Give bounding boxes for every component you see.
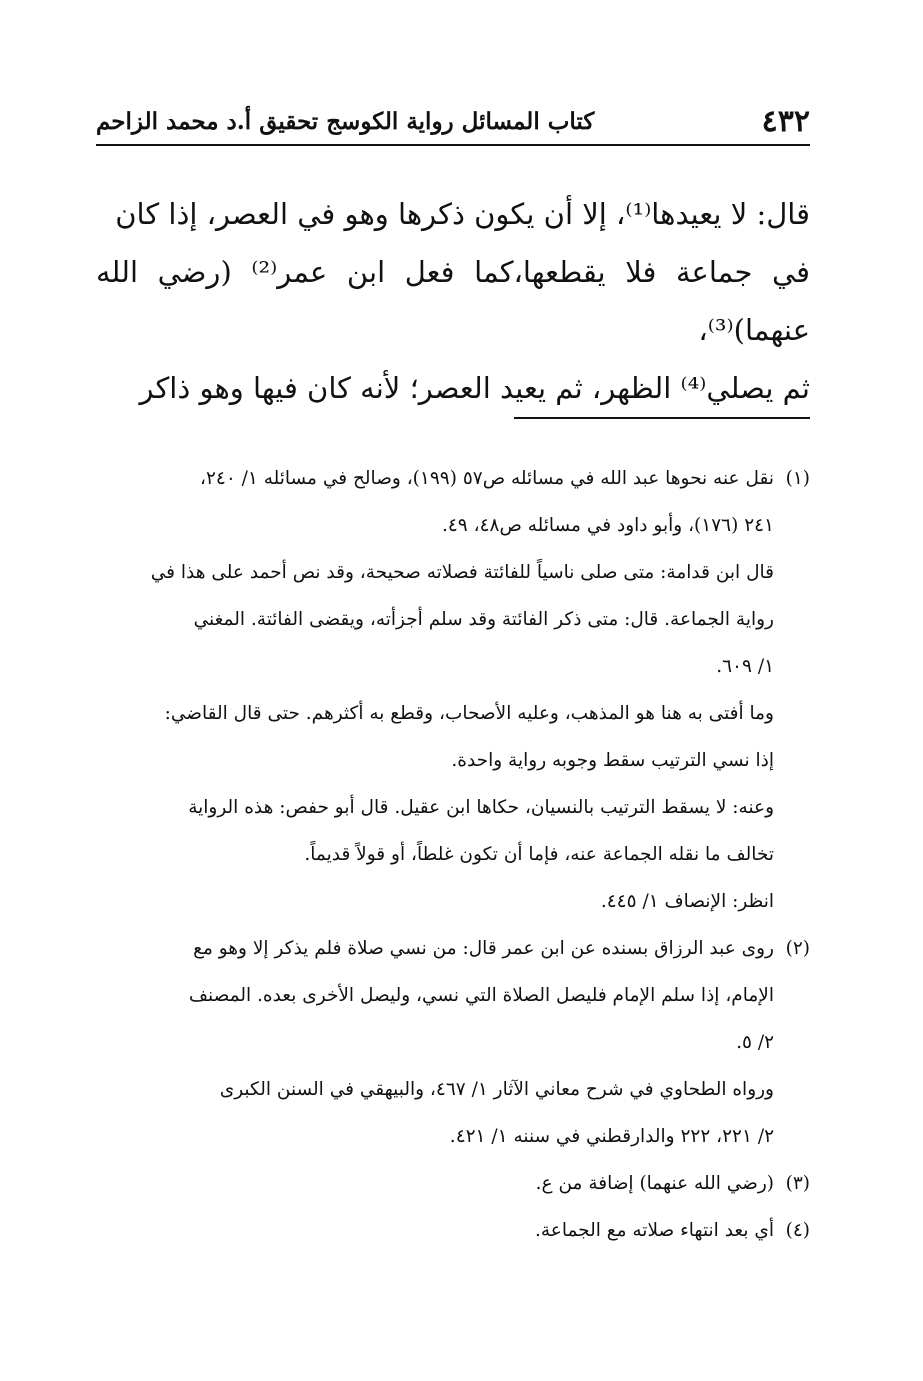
footnote-line: تخالف ما نقله الجماعة عنه، فإما أن تكون غلطاً، أو قولاً قديماً. (304, 844, 774, 865)
footnote-marker: (٢) (785, 938, 810, 959)
footnote-line: وما أفتى به هنا هو المذهب، وعليه الأصحاب، وقطع به أكثرهم. حتى قال القاضي: (164, 703, 774, 724)
footnote-line: ورواه الطحاوي في شرح معاني الآثار ١/ ٤٦٧، والبيهقي في السنن الكبرى (219, 1079, 774, 1100)
footnote-line: إذا نسي الترتيب سقط وجوبه رواية واحدة. (451, 750, 774, 771)
footnote-line: نقل عنه نحوها عبد الله في مسائله ص٥٧ (١٩٩)، وصالح في مسائله ١/ ٢٤٠، (199, 468, 774, 489)
footnote-line: أي بعد انتهاء صلاته مع الجماعة. (534, 1220, 774, 1241)
main-text-line: ثم يصلي⁽⁴⁾ الظهر، ثم يعيد العصر؛ لأنه كان فيها وهو ذاكر (139, 371, 810, 405)
footnote-line: انظر: الإنصاف ١/ ٤٤٥. (600, 891, 774, 912)
footnote-4 (96, 1207, 810, 1254)
main-text (96, 185, 810, 417)
footnote-line: رواية الجماعة. قال: متى ذكر الفائتة وقد سلم أجزأته، ويقضى الفائتة. المغني (193, 609, 774, 630)
footnote-line: الإمام، إذا سلم الإمام فليصل الصلاة التي نسي، وليصل الأخرى بعده. المصنف (188, 985, 774, 1006)
footnote-line: ٢/ ٥. (736, 1032, 774, 1053)
main-text-line: قال: لا يعيدها⁽¹⁾، إلا أن يكون ذكرها وهو في العصر، إذا كان (115, 197, 810, 231)
footnote-line: قال ابن قدامة: متى صلى ناسياً للفائتة فصلاته صحيحة، وقد نص أحمد على هذا في (150, 562, 774, 583)
footnote-line: روى عبد الرزاق بسنده عن ابن عمر قال: من نسي صلاة فلم يذكر إلا وهو مع (193, 938, 774, 959)
page-number: ٤٣٢ (761, 103, 810, 139)
footnote-2 (96, 925, 810, 1066)
running-title: كتاب المسائل رواية الكوسج تحقيق أ.د محمد الزاحم (96, 107, 595, 135)
footnotes (96, 455, 810, 1254)
footnote-marker: (٣) (785, 1173, 810, 1194)
footnote-line: (رضي الله عنهما) إضافة من ع. (535, 1173, 774, 1194)
footnote-line: وعنه: لا يسقط الترتيب بالنسيان، حكاها ابن عقيل. قال أبو حفص: هذه الرواية (188, 797, 774, 818)
footnote-line: ٢/ ٢٢١، ٢٢٢ والدارقطني في سننه ١/ ٤٢١. (449, 1126, 774, 1147)
footnote-divider (514, 417, 810, 419)
page-header (96, 98, 810, 146)
footnote-marker: (١) (785, 468, 810, 489)
footnote-1 (96, 455, 810, 549)
footnote-line: ٢٤١ (١٧٦)، وأبو داود في مسائله ص٤٨، ٤٩. (441, 515, 774, 536)
main-text-line: في جماعة فلا يقطعها،كما فعل ابن عمر⁽²⁾ (رضي الله عنهما)⁽³⁾، (96, 255, 811, 347)
footnote-line: ١/ ٦٠٩. (716, 656, 774, 677)
footnote-marker: (٤) (785, 1220, 810, 1241)
footnote-3 (96, 1160, 810, 1207)
